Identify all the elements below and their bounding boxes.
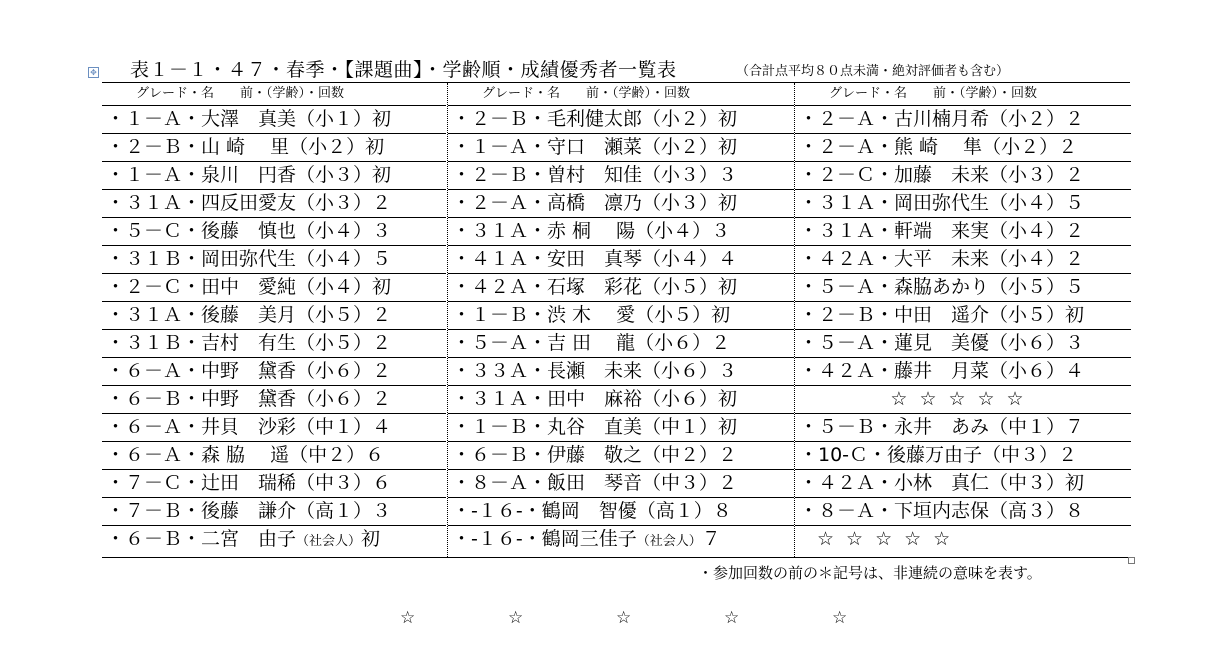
entry-text: ・１－Ａ・泉川 円香（小３）初: [106, 164, 392, 186]
star-icon: ☆: [724, 608, 740, 628]
entry-text: ・７－Ｃ・辻田 瑞稀（中３）６: [106, 472, 392, 494]
table-row: [795, 274, 1131, 302]
table-row: [795, 330, 1131, 358]
table-row: [448, 414, 794, 442]
footnote: ・参加回数の前の＊記号は、非連続の意味を表す。: [698, 564, 1042, 582]
entry-text: ・４２Ａ・藤井 月菜（小６）４: [799, 360, 1085, 382]
table-row: [448, 330, 794, 358]
entry-text: ・３１Ａ・後藤 美月（小５）２: [106, 304, 392, 326]
table-row: [448, 470, 794, 498]
count-label: 初: [361, 528, 381, 550]
entry-text: ・３１Ａ・軒端 来実（小４）２: [799, 220, 1085, 242]
column-header: グレード・名 前・（学齢）・回数: [795, 83, 1131, 106]
category-label: （社会人）: [296, 534, 362, 549]
table-row: [795, 470, 1131, 498]
entry-text: ・６－Ｂ・中野 黛香（小６）２: [106, 388, 392, 410]
table-row: [795, 162, 1131, 190]
star-row: [795, 386, 1131, 414]
entry-text: ・２－Ｂ・曽村 知佳（小３）３: [452, 164, 738, 186]
column-header: グレード・名 前・（学齢）・回数: [102, 83, 446, 106]
entry-text: ・４２Ａ・石塚 彩花（小５）初: [452, 276, 738, 298]
star-icons: ☆☆☆☆☆: [817, 528, 963, 550]
entry-text: ・-１６-・鶴岡三佳子: [452, 528, 637, 550]
table-row: [102, 470, 446, 498]
table-row: [448, 498, 794, 526]
table-row: [102, 498, 446, 526]
star-icon: ☆: [508, 608, 524, 628]
count-label: ７: [701, 528, 721, 550]
category-label: （社会人）: [636, 534, 702, 549]
table-row: [795, 414, 1131, 442]
entry-text: ・２－Ａ・古川楠月希（小２）２: [799, 108, 1085, 130]
table-row: [448, 106, 794, 134]
table-row: [102, 274, 446, 302]
table-row: [102, 190, 446, 218]
entry-text: ・１－Ａ・守口 瀬菜（小２）初: [452, 136, 738, 158]
table-row: [448, 442, 794, 470]
table-row: [795, 190, 1131, 218]
entry-text: ・８－Ａ・下垣内志保（高３）８: [799, 500, 1085, 522]
table-row: [102, 526, 446, 553]
table-row: [102, 302, 446, 330]
entry-text: ・６－Ｂ・伊藤 敬之（中２）２: [452, 444, 738, 466]
table-row: [448, 218, 794, 246]
entry-text: ・５－Ａ・森脇あかり（小５）５: [799, 276, 1085, 298]
table-row: [795, 246, 1131, 274]
entry-text: ・４１Ａ・安田 真琴（小４）４: [452, 248, 738, 270]
results-table: [102, 82, 1130, 558]
table-row: [102, 134, 446, 162]
entry-text: ・３１Ａ・四反田愛友（小３）２: [106, 192, 392, 214]
column-header: グレード・名 前・（学齢）・回数: [448, 83, 794, 106]
entry-text: ・１－Ａ・大澤 真美（小１）初: [106, 108, 392, 130]
star-icon: ☆: [616, 608, 632, 628]
table-row: [448, 526, 794, 553]
title-note: （合計点平均８０点未満・絶対評価者も含む）: [736, 64, 1010, 79]
table-row: [448, 274, 794, 302]
resize-handle[interactable]: [1128, 557, 1135, 564]
entry-text: ・５－Ａ・蓮見 美優（小６）３: [799, 332, 1085, 354]
entry-text: ・２－Ｂ・山 崎 里（小２）初: [106, 136, 385, 158]
entry-text: ・２－Ｂ・中田 遥介（小５）初: [799, 304, 1085, 326]
table-row: [795, 302, 1131, 330]
table-row: [102, 358, 446, 386]
table-row: [448, 162, 794, 190]
table-row: [448, 302, 794, 330]
table-row: [102, 246, 446, 274]
entry-text: ・８－Ａ・飯田 琴音（中３）２: [452, 472, 738, 494]
entry-text: ・４２Ａ・大平 未来（小４）２: [799, 248, 1085, 270]
entry-text: ・３１Ａ・赤 桐 陽（小４）３: [452, 220, 731, 242]
table-row: [102, 106, 446, 134]
entry-text: ・６－Ａ・中野 黛香（小６）２: [106, 360, 392, 382]
table-row: [102, 330, 446, 358]
entry-text: ・10-Ｃ・後藤万由子（中３）２: [799, 444, 1078, 466]
table-row: [102, 386, 446, 414]
star-icon: ☆: [832, 608, 848, 628]
entry-text: ・２－Ｃ・田中 愛純（小４）初: [106, 276, 392, 298]
entry-text: ・-１６-・鶴岡 智優（高１）８: [452, 500, 732, 522]
entry-text: ・３１Ａ・岡田弥代生（小４）５: [799, 192, 1085, 214]
star-row: [795, 526, 1131, 553]
entry-text: ・６－Ｂ・二宮 由子: [106, 528, 297, 550]
table-column-2: [447, 83, 794, 557]
table-column-3: [794, 83, 1131, 557]
entry-text: ・２－Ａ・熊 崎 隼（小２）２: [799, 136, 1078, 158]
move-anchor-icon[interactable]: ✥: [88, 67, 99, 78]
table-row: [102, 218, 446, 246]
table-row: [795, 218, 1131, 246]
title-row: [130, 52, 1130, 82]
entry-text: ・５－Ｂ・永井 あみ（中１）７: [799, 416, 1085, 438]
entry-text: ・２－Ａ・高橋 凛乃（小３）初: [452, 192, 738, 214]
entry-text: ・５－Ａ・吉 田 龍（小６）２: [452, 332, 731, 354]
star-icon: ☆: [400, 608, 416, 628]
table-row: [102, 162, 446, 190]
page-title: 表１－１・４７・春季・【課題曲】・学齢順・成績優秀者一覧表: [130, 59, 677, 81]
table-row: [448, 386, 794, 414]
entry-text: ・２－Ｃ・加藤 未来（小３）２: [799, 164, 1085, 186]
table-row: [448, 190, 794, 218]
table-row: [102, 442, 446, 470]
table-row: [448, 134, 794, 162]
entry-text: ・３１Ａ・田中 麻裕（小６）初: [452, 388, 738, 410]
entry-text: ・２－Ｂ・毛利健太郎（小２）初: [452, 108, 738, 130]
entry-text: ・３３Ａ・長瀬 未来（小６）３: [452, 360, 738, 382]
entry-text: ・４２Ａ・小林 真仁（中３）初: [799, 472, 1085, 494]
entry-text: ・３１Ｂ・岡田弥代生（小４）５: [106, 248, 392, 270]
table-row: [795, 134, 1131, 162]
entry-text: ・１－Ｂ・渋 木 愛（小５）初: [452, 304, 731, 326]
table-row: [102, 414, 446, 442]
table-row: [448, 358, 794, 386]
entry-text: ・１－Ｂ・丸谷 直美（中１）初: [452, 416, 738, 438]
table-row: [795, 106, 1131, 134]
entry-text: ・６－Ａ・井貝 沙彩（中１）４: [106, 416, 392, 438]
entry-text: ・７－Ｂ・後藤 謙介（高１）３: [106, 500, 392, 522]
entry-text: ・３１Ｂ・吉村 有生（小５）２: [106, 332, 392, 354]
table-column-1: [102, 83, 446, 557]
table-row: [795, 442, 1131, 470]
table-row: [448, 246, 794, 274]
table-row: [795, 498, 1131, 526]
entry-text: ・６－Ａ・森 脇 遥（中２）６: [106, 444, 385, 466]
star-icons: ☆☆☆☆☆: [890, 388, 1036, 410]
entry-text: ・５－Ｃ・後藤 慎也（小４）３: [106, 220, 392, 242]
table-row: [795, 358, 1131, 386]
